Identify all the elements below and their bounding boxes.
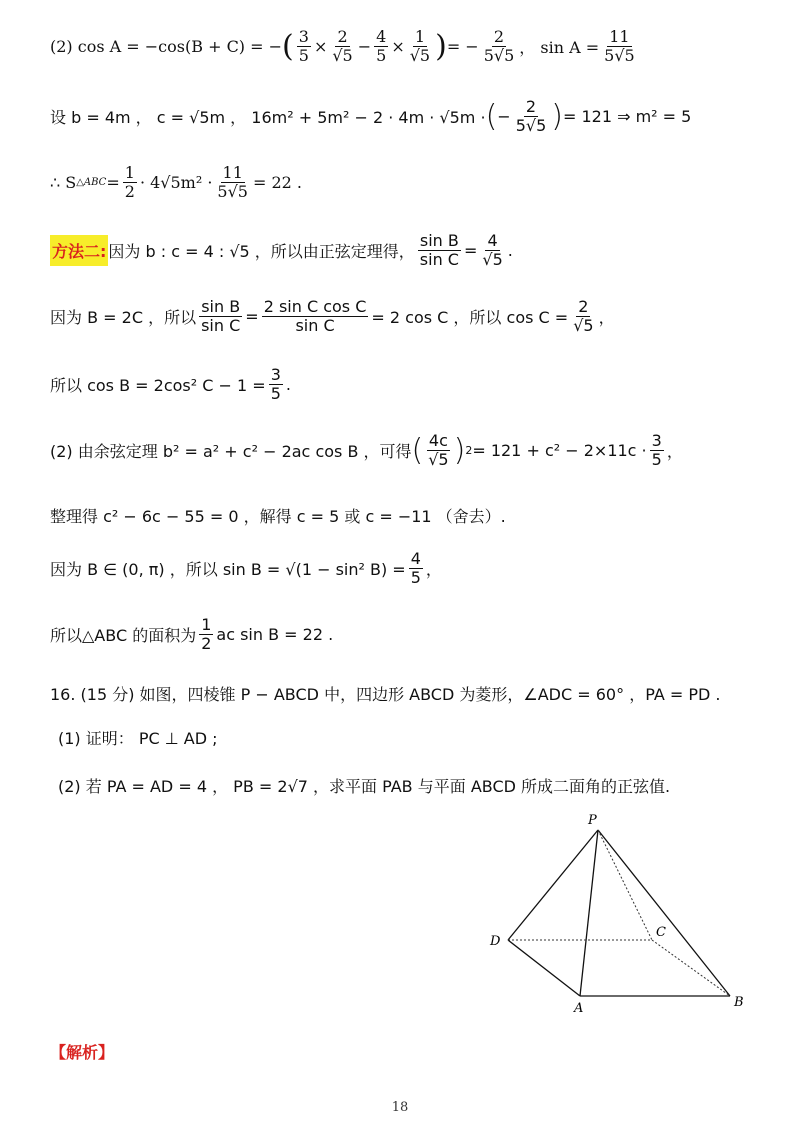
num: 4 <box>487 231 498 250</box>
text: (2) 若 PA = AD = 4 ， PB = 2√7 ，求平面 PAB 与平面 ABCD 所成二面角的正弦值. <box>58 777 671 796</box>
line-cos-b <box>50 366 291 404</box>
num: 2 <box>578 297 589 316</box>
fraction <box>482 28 517 66</box>
fraction <box>426 432 450 470</box>
problem-16-part-2 <box>58 774 670 797</box>
num: sin B <box>419 231 459 250</box>
edge-pb <box>598 830 730 996</box>
fraction <box>602 28 637 66</box>
fraction <box>123 164 137 202</box>
fraction <box>262 298 369 336</box>
exponent: 2 <box>465 444 473 458</box>
num: 2 <box>493 27 505 46</box>
num: 2 <box>525 97 537 116</box>
den: sin C <box>419 250 459 270</box>
den: 2 <box>124 182 135 202</box>
num: 3 <box>651 431 662 450</box>
num: 2 <box>337 27 348 46</box>
paren: ) <box>435 28 447 64</box>
paren: ) <box>453 432 466 468</box>
text: 16. (15 分) 如图，四棱锥 P − ABCD 中，四边形 ABCD 为菱形，∠ADC = 60° ，PA = PD . <box>50 685 721 704</box>
paren: ( <box>485 98 498 134</box>
method-two-tag: 方法二: <box>50 235 108 266</box>
fraction <box>297 28 311 66</box>
den: √5 <box>428 450 449 470</box>
text: = 121 + c² − 2×11c · <box>472 441 647 461</box>
text: (1) 证明： PC ⊥ AD ; <box>58 729 218 748</box>
line-area-2 <box>50 616 333 654</box>
text: ac sin B = 22 . <box>216 625 334 645</box>
fraction <box>269 366 283 404</box>
den: 5 <box>651 450 662 470</box>
text: = − <box>446 37 479 57</box>
edge-da <box>508 940 580 996</box>
text: 整理得 c² − 6c − 55 = 0 ，解得 c = 5 或 c = −11 （舍去）. <box>50 507 506 526</box>
text: ∴ S <box>50 173 77 193</box>
den: 5√5 <box>217 182 248 202</box>
text: = <box>245 307 259 327</box>
den: √5 <box>573 316 594 336</box>
fraction <box>199 298 242 336</box>
num: 3 <box>270 365 281 384</box>
fraction <box>408 28 432 66</box>
label-a: A <box>574 1001 584 1016</box>
problem-16-statement <box>50 682 720 705</box>
label-d: D <box>490 934 501 949</box>
text: (2) cos A = −cos(B + C) = − <box>50 37 283 57</box>
den: √5 <box>409 46 431 66</box>
num: 1 <box>201 615 212 634</box>
den: 5 <box>270 384 281 404</box>
line-set-b: 设 b = 4m ， c = √5m ， 16m² + 5m² − 2 · 4m · √5m · ( − $\frac{2}{5√5}$ ) = 121 ⇒ m² = 5 <box>50 97 692 136</box>
den: √5 <box>482 250 503 270</box>
analysis-heading <box>50 1040 114 1063</box>
text: ， <box>425 560 442 580</box>
den: 2 <box>201 634 212 654</box>
text: . <box>285 375 291 395</box>
num: sin B <box>201 297 241 316</box>
fraction <box>650 432 664 470</box>
den: 5√5 <box>515 116 547 136</box>
num: 11 <box>222 163 243 182</box>
fraction <box>215 164 250 202</box>
edge-pc <box>598 830 652 940</box>
text: ， sin A = <box>519 38 600 58</box>
edge-pd <box>508 830 598 940</box>
num: 4 <box>376 27 387 46</box>
text: ， <box>598 308 615 328</box>
den: 5 <box>298 46 309 66</box>
fraction <box>330 28 354 66</box>
text: 所以△ABC 的面积为 <box>50 626 197 646</box>
pyramid-figure <box>480 808 760 1020</box>
text: ， <box>666 442 683 462</box>
den: 5 <box>376 46 387 66</box>
text: 设 b = 4m ， c = √5m ， 16m² + 5m² − 2 · 4m · √5m · <box>50 108 486 128</box>
fraction <box>199 616 213 654</box>
page-number: 18 <box>391 1100 409 1115</box>
den: √5 <box>332 46 353 66</box>
text: (2) 由余弦定理 b² = a² + c² − 2ac cos B ，可得 <box>50 442 412 462</box>
text: = <box>106 173 120 193</box>
text: = 2 cos C ，所以 cos C = <box>371 308 569 328</box>
num: 11 <box>609 27 630 46</box>
edge-cb <box>652 940 730 996</box>
fraction <box>514 98 549 136</box>
fraction <box>418 232 461 270</box>
line-sin-b <box>50 550 442 588</box>
den: sin C <box>201 316 241 336</box>
num: 1 <box>124 163 135 182</box>
paren: ( <box>282 28 294 64</box>
text: = 22 . <box>252 173 303 193</box>
line-method-two <box>50 232 513 270</box>
text: 【解析】 <box>50 1043 115 1062</box>
line-cos-a: (2) cos A = −cos(B + C) = − ( $\frac{3}{5}$ × $\frac{2}{√5}$ − $\frac{4}{5}$ × $\frac{1}{√5}$ ) = − $\frac{2}{5√5}$ ， sin A = $\frac{11}{5√5}$ <box>50 27 635 66</box>
label-c: C <box>656 925 666 940</box>
den: sin C <box>295 316 335 336</box>
subscript: △ABC <box>76 177 107 189</box>
den: 5 <box>410 568 421 588</box>
label-b: B <box>734 995 744 1010</box>
num: 3 <box>298 27 309 46</box>
fraction <box>571 298 595 336</box>
line-b-equals-2c <box>50 298 615 336</box>
num: 1 <box>414 27 425 46</box>
paren: ( <box>411 432 424 468</box>
problem-16-part-1 <box>58 726 218 749</box>
den: 5√5 <box>483 46 515 66</box>
fraction <box>409 550 423 588</box>
text: 所以 cos B = 2cos² C − 1 = <box>50 376 266 396</box>
text: 因为 B = 2C ，所以 <box>50 308 197 328</box>
num: 4 <box>410 549 421 568</box>
line-law-of-cosines <box>50 432 683 470</box>
paren: ) <box>551 98 563 134</box>
text: · 4√5m² · <box>139 173 213 193</box>
text: = 121 ⇒ m² = 5 <box>562 107 692 127</box>
text: = <box>463 241 478 261</box>
den: 5√5 <box>604 46 635 66</box>
text: 因为 B ∈ (0, π) ，所以 sin B = √(1 − sin² B) = <box>50 560 406 580</box>
text: 因为 b : c = 4 : √5 ，所以由正弦定理得， <box>108 242 415 262</box>
line-area-1 <box>50 164 302 202</box>
fraction <box>480 232 504 270</box>
label-p: P <box>588 813 597 828</box>
num: 4c <box>428 431 448 450</box>
edge-pa <box>580 830 598 996</box>
text: . <box>507 241 513 261</box>
num: 2 sin C cos C <box>263 297 367 316</box>
fraction <box>374 28 388 66</box>
line-solve-c <box>50 504 506 527</box>
